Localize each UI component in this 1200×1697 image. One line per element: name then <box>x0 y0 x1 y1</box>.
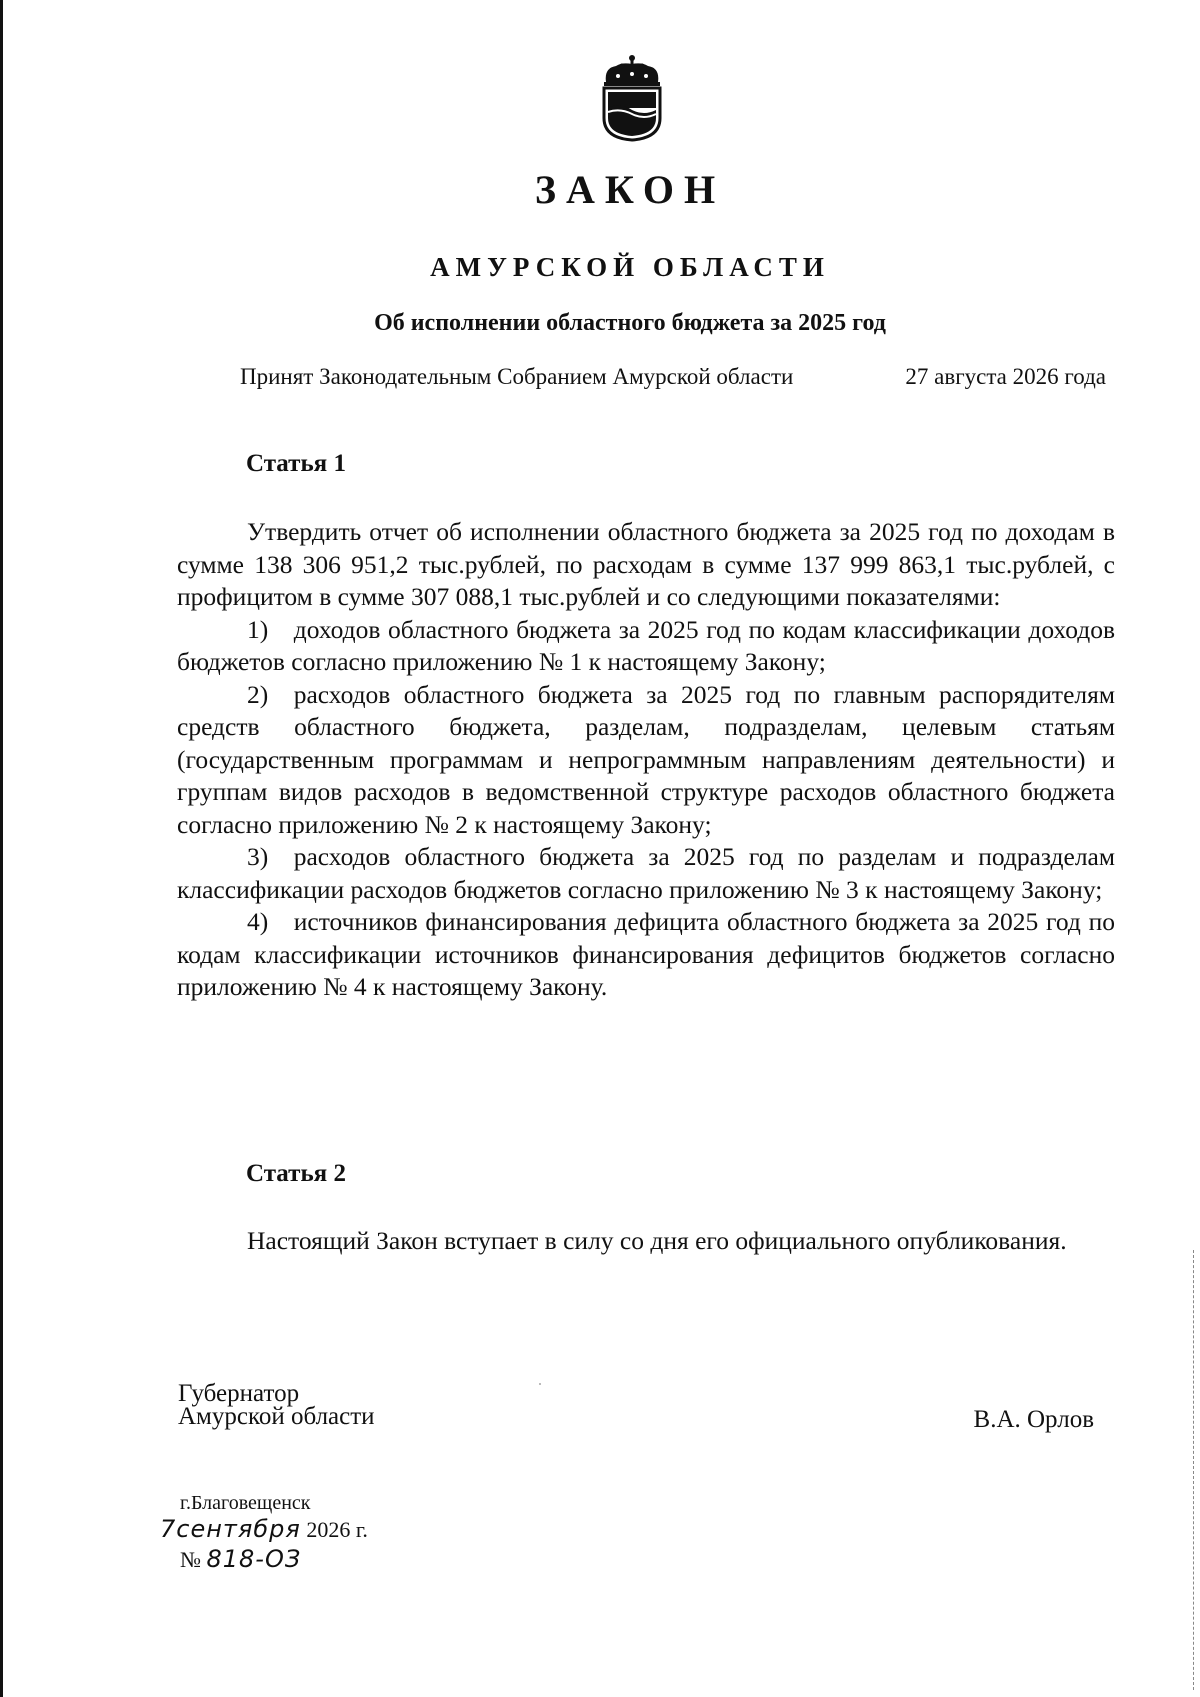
signature-position-line-2: Амурской области <box>178 1403 375 1430</box>
signing-place: г.Благовещенск <box>180 1492 311 1514</box>
scan-border-right <box>1192 1250 1194 1690</box>
signature-position-line-1: Губернатор <box>178 1380 300 1407</box>
scan-speck <box>539 1383 541 1385</box>
article-1-body <box>177 516 1115 1004</box>
law-number-handwritten: 818-ОЗ <box>206 1545 302 1573</box>
article-1-item-1: 1) доходов областного бюджета за 2025 год по кодам классификации доходов бюджетов согласно приложению № 1 к настоящему Закону; <box>177 614 1115 676</box>
signing-date-handwritten: 7сентября <box>160 1515 301 1543</box>
coat-of-arms-icon <box>592 52 672 142</box>
document-subtitle: АМУРСКОЙ ОБЛАСТИ <box>430 252 830 282</box>
law-number-prefix: № <box>180 1547 201 1572</box>
article-1-heading: Статья 1 <box>246 450 346 477</box>
article-1-item-3: 3) расходов областного бюджета за 2025 год по разделам и подразделам классификации расходов бюджетов согласно приложению № 3 к настоящему Закону; <box>177 842 1115 904</box>
adopted-by: Принят Законодательным Собранием Амурской области <box>240 364 794 389</box>
signing-date <box>160 1515 368 1543</box>
law-name: Об исполнении областного бюджета за 2025 год <box>374 310 886 336</box>
law-number <box>180 1545 301 1573</box>
article-2-heading: Статья 2 <box>246 1160 346 1187</box>
article-2-text: Настоящий Закон вступает в силу со дня его официального опубликования. <box>247 1226 1067 1255</box>
signature-position <box>178 1382 375 1428</box>
document-title: ЗАКОН <box>534 167 726 212</box>
adopted-date: 27 августа 2026 года <box>905 364 1106 389</box>
article-1-intro: Утвердить отчет об исполнении областного бюджета за 2025 год по доходам в сумме 138 306 951,2 тыс.рублей, по расходам в сумме 137 999 863,1 тыс.рублей, с профицитом в сумме 307 088,1 тыс.рублей и со следующими показателями: <box>177 517 1115 611</box>
signing-year: 2026 г. <box>306 1517 368 1542</box>
article-1-item-2: 2) расходов областного бюджета за 2025 год по главным распорядителям средств областного бюджета, разделам, подразделам, целевым статьям (государственным программам и непрограммным направлениям деятельности) и группам видов расходов в ведомственной структуре расходов областного бюджета согласно приложению № 2 к настоящему Закону; <box>177 679 1115 839</box>
signature-name: В.А. Орлов <box>973 1406 1094 1433</box>
article-2-body <box>177 1225 1115 1258</box>
article-1-item-4: 4) источников финансирования дефицита областного бюджета за 2025 год по кодам классификации источников финансирования дефицитов бюджетов согласно приложению № 4 к настоящему Закону. <box>177 907 1115 1001</box>
